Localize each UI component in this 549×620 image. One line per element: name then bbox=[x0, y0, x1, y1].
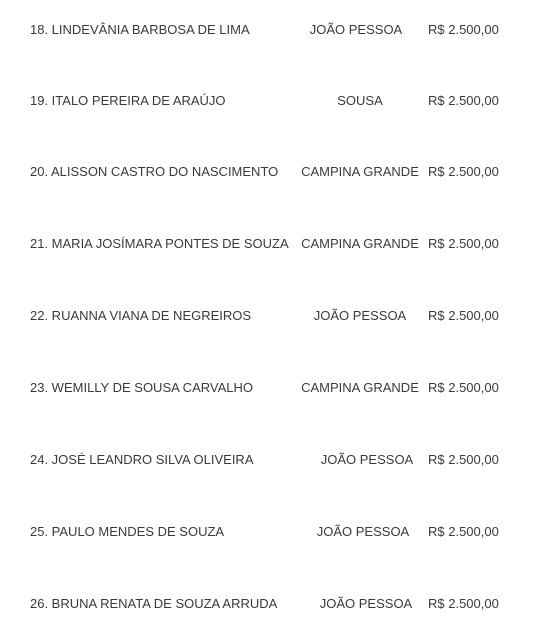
amount: R$ 2.500,00 bbox=[428, 93, 499, 108]
person-name: 22. RUANNA VIANA DE NEGREIROS bbox=[30, 308, 252, 323]
amount: R$ 2.500,00 bbox=[428, 524, 499, 539]
city: JOÃO PESSOA bbox=[309, 22, 403, 37]
person-name: 18. LINDEVÂNIA BARBOSA DE LIMA bbox=[30, 22, 250, 37]
city: JOÃO PESSOA bbox=[313, 308, 407, 323]
person-name: 19. ITALO PEREIRA DE ARAÚJO bbox=[30, 93, 226, 108]
amount: R$ 2.500,00 bbox=[428, 380, 499, 395]
person-name: 21. MARIA JOSÍMARA PONTES DE SOUZA bbox=[30, 236, 289, 251]
list-item bbox=[0, 20, 549, 40]
person-name: 26. BRUNA RENATA DE SOUZA ARRUDA bbox=[30, 596, 278, 611]
list-item bbox=[0, 378, 549, 398]
amount: R$ 2.500,00 bbox=[428, 596, 499, 611]
city: JOÃO PESSOA bbox=[316, 524, 410, 539]
person-name: 25. PAULO MENDES DE SOUZA bbox=[30, 524, 225, 539]
city: SOUSA bbox=[337, 93, 383, 108]
list-item bbox=[0, 162, 549, 182]
list-item bbox=[0, 91, 549, 111]
amount: R$ 2.500,00 bbox=[428, 308, 499, 323]
amount: R$ 2.500,00 bbox=[428, 22, 499, 37]
city: CAMPINA GRANDE bbox=[301, 164, 419, 179]
list-item bbox=[0, 522, 549, 542]
city: CAMPINA GRANDE bbox=[301, 236, 419, 251]
amount: R$ 2.500,00 bbox=[428, 452, 499, 467]
list-item bbox=[0, 450, 549, 470]
list-item bbox=[0, 306, 549, 326]
city: JOÃO PESSOA bbox=[319, 596, 413, 611]
list-item bbox=[0, 234, 549, 254]
amount: R$ 2.500,00 bbox=[428, 164, 499, 179]
city: JOÃO PESSOA bbox=[320, 452, 414, 467]
amount: R$ 2.500,00 bbox=[428, 236, 499, 251]
person-name: 24. JOSÉ LEANDRO SILVA OLIVEIRA bbox=[30, 452, 254, 467]
city: CAMPINA GRANDE bbox=[301, 380, 419, 395]
list-item bbox=[0, 594, 549, 614]
person-name: 20. ALISSON CASTRO DO NASCIMENTO bbox=[30, 164, 279, 179]
person-name: 23. WEMILLY DE SOUSA CARVALHO bbox=[30, 380, 254, 395]
